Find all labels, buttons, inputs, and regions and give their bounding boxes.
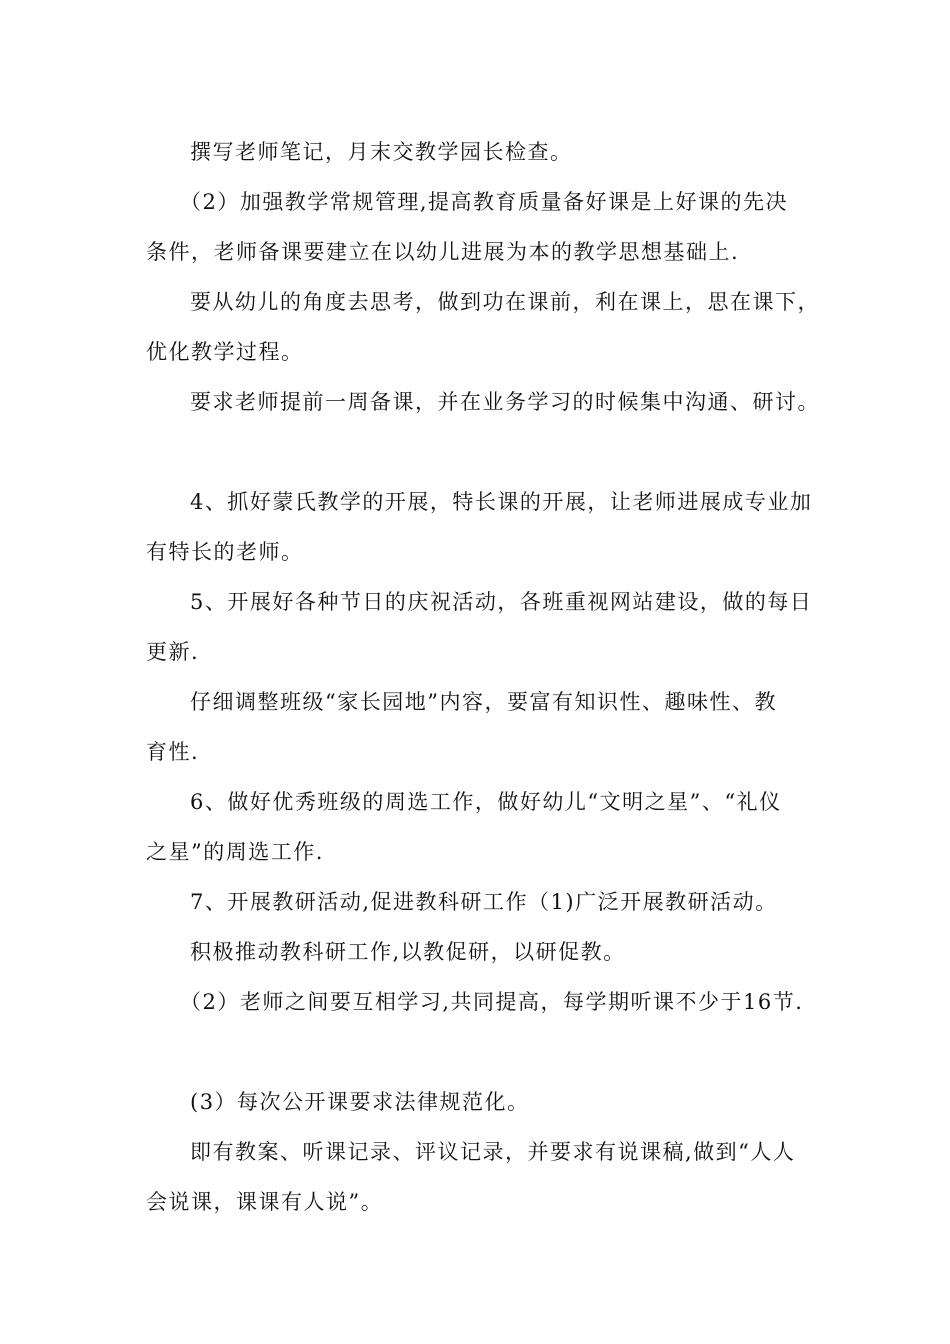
paragraph-line-20: 会说课，课课有人说”。	[146, 1190, 384, 1214]
paragraph-line-15: 7、开展教研活动,促进教科研工作（1)广泛开展教研活动。	[190, 890, 778, 914]
paragraph-line-12: 育性.	[146, 740, 200, 764]
paragraph-line-8: 有特长的老师。	[146, 540, 304, 564]
paragraph-line-2: （2）加强教学常规管理,提高教育质量备好课是上好课的先决	[180, 190, 789, 214]
paragraph-line-11: 仔细调整班级“家长园地”内容，要富有知识性、趣味性、教	[190, 690, 777, 714]
paragraph-line-6: 要求老师提前一周备课，并在业务学习的时候集中沟通、研讨。	[190, 390, 820, 414]
paragraph-line-16: 积极推动教科研工作,以教促研，以研促教。	[190, 940, 626, 964]
paragraph-line-7: 4、抓好蒙氏教学的开展，特长课的开展，让老师进展成专业加	[190, 490, 813, 514]
paragraph-line-17: （2）老师之间要互相学习,共同提高，每学期听课不少于16节.	[180, 990, 804, 1014]
paragraph-line-14: 之星”的周选工作.	[146, 840, 324, 864]
paragraph-line-4: 要从幼儿的角度去思考，做到功在课前，利在课上，思在课下，	[190, 290, 820, 314]
paragraph-line-18: (3）每次公开课要求法律规范化。	[190, 1090, 530, 1114]
paragraph-line-3: 条件，老师备课要建立在以幼儿进展为本的教学思想基础上.	[146, 240, 740, 264]
paragraph-line-9: 5、开展好各种节日的庆祝活动，各班重视网站建设，做的每日	[190, 590, 813, 614]
paragraph-line-19: 即有教案、听课记录、评议记录，并要求有说课稿,做到“人人	[190, 1140, 796, 1164]
paragraph-line-10: 更新.	[146, 640, 200, 664]
paragraph-line-5: 优化教学过程。	[146, 340, 304, 364]
paragraph-line-1: 撰写老师笔记，月末交教学园长检查。	[190, 140, 573, 164]
paragraph-line-13: 6、做好优秀班级的周选工作，做好幼儿“文明之星”、“礼仪	[190, 790, 782, 814]
